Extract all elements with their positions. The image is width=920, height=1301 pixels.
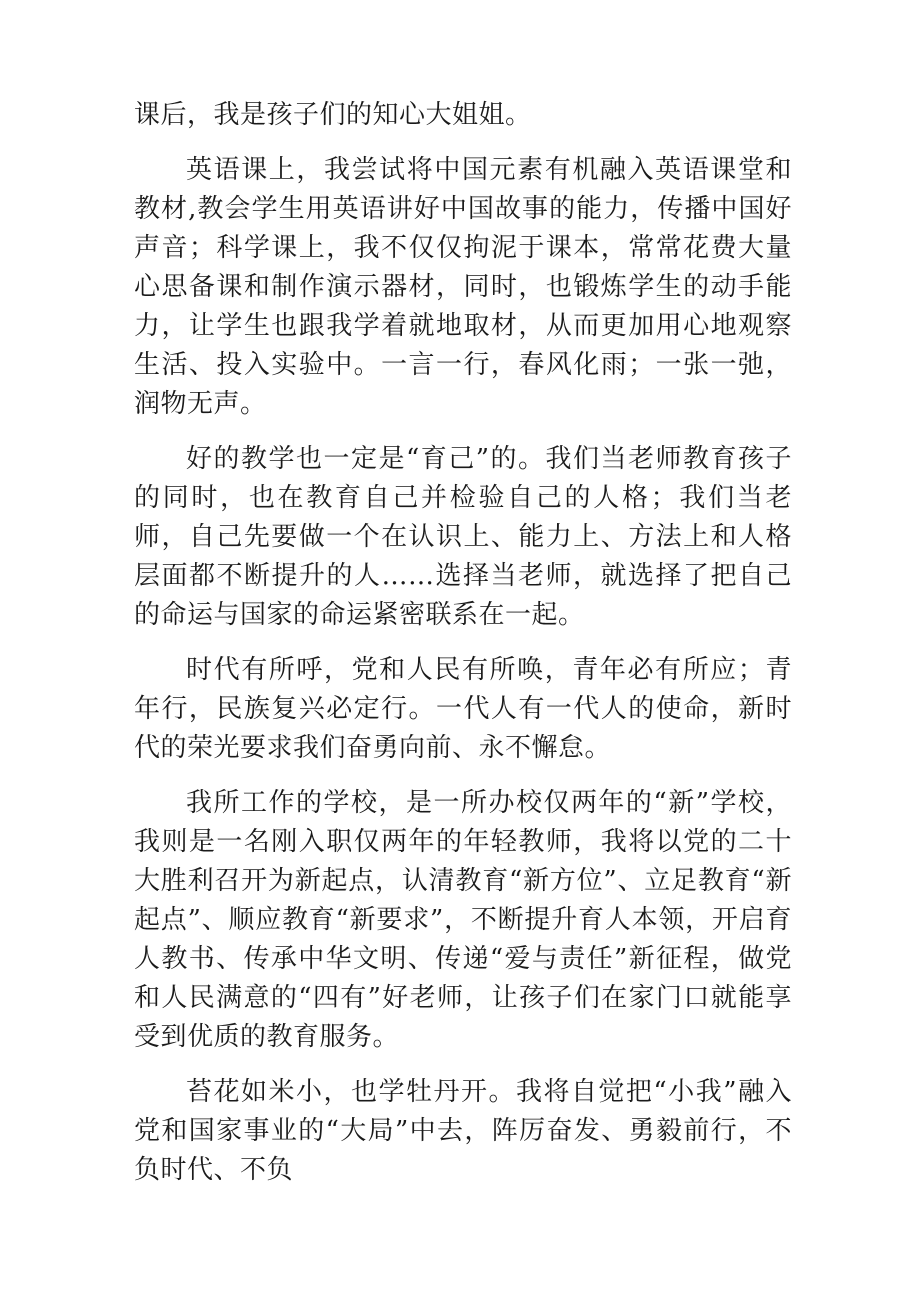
paragraph-2: 英语课上，我尝试将中国元素有机融入英语课堂和教材,教会学生用英语讲好中国故事的能力，传播中国好声音；科学课上，我不仅仅拘泥于课本，常常花费大量心思备课和制作演示器材，同时，也锻炼学生的动手能力，让学生也跟我学着就地取材，从而更加用心地观察生活、投入实验中。一言一行，春风化雨；一张一弛，润物无声。 — [134, 155, 792, 419]
document-body — [134, 96, 792, 1206]
paragraph-1: 课后，我是孩子们的知心大姐姐。 — [134, 100, 532, 130]
paragraph-4: 时代有所呼，党和人民有所唤，青年必有所应；青年行，民族复兴必定行。一代人有一代人的使命，新时代的荣光要求我们奋勇向前、永不懈怠。 — [134, 655, 792, 763]
paragraph-3: 好的教学也一定是“育己”的。我们当老师教育孩子的同时，也在教育自己并检验自己的人格；我们当老师，自己先要做一个在认识上、能力上、方法上和人格层面都不断提升的人……选择当老师，就选择了把自己的命运与国家的命运紧密联系在一起。 — [134, 444, 792, 630]
paragraph-5: 我所工作的学校，是一所办校仅两年的“新”学校，我则是一名刚入职仅两年的年轻教师，我将以党的二十大胜利召开为新起点，认清教育“新方位”、立足教育“新起点”、顺应教育“新要求”，不断提升育人本领，开启育人教书、传承中华文明、传递“爱与责任”新征程，做党和人民满意的“四有”好老师，让孩子们在家门口就能享受到优质的教育服务。 — [134, 788, 792, 1052]
paragraph-6: 苔花如米小，也学牡丹开。我将自觉把“小我”融入党和国家事业的“大局”中去，阵厉奋发、勇毅前行，不负时代、不负 — [134, 1077, 792, 1185]
